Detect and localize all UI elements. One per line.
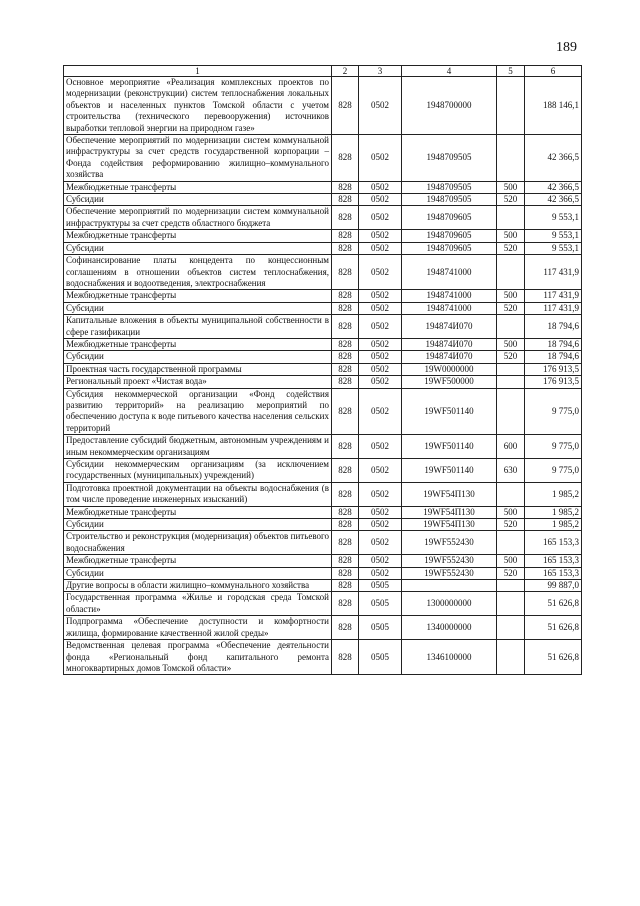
row-ved-cell: 828 <box>332 230 359 242</box>
row-section-cell: 0502 <box>359 290 402 302</box>
row-section-cell: 0502 <box>359 482 402 506</box>
row-expense-type-cell <box>497 616 525 640</box>
row-ved-cell: 828 <box>332 206 359 230</box>
row-ved-cell: 828 <box>332 376 359 388</box>
row-name-cell: Обеспечение мероприятий по модернизации систем коммунальной инфраструктуры за счет средств государственной корпорации – Фонда содействия реформированию жилищно–коммунального хозяйства <box>64 135 332 182</box>
row-expense-type-cell: 520 <box>497 519 525 531</box>
row-target-article-cell: 1948741000 <box>402 255 497 290</box>
table-row <box>64 351 582 363</box>
row-name-cell: Другие вопросы в области жилищно–коммунального хозяйства <box>64 580 332 592</box>
row-name-cell: Межбюджетные трансферты <box>64 230 332 242</box>
row-section-cell: 0502 <box>359 194 402 206</box>
row-target-article-cell: 19WF54П130 <box>402 519 497 531</box>
row-name-cell: Субсидии <box>64 519 332 531</box>
table-row <box>64 592 582 616</box>
row-amount-cell: 42 366,5 <box>525 181 582 193</box>
row-name-cell: Строительство и реконструкция (модернизация) объектов питьевого водоснабжения <box>64 531 332 555</box>
row-target-article-cell: 19WF501140 <box>402 435 497 459</box>
row-expense-type-cell <box>497 206 525 230</box>
table-row <box>64 388 582 435</box>
table-row <box>64 242 582 254</box>
row-section-cell: 0502 <box>359 459 402 483</box>
row-amount-cell: 18 794,6 <box>525 315 582 339</box>
row-section-cell: 0502 <box>359 230 402 242</box>
header-col-3: 3 <box>359 66 402 77</box>
row-amount-cell: 51 626,8 <box>525 616 582 640</box>
table-body <box>64 77 582 675</box>
table-row <box>64 363 582 375</box>
row-name-cell: Межбюджетные трансферты <box>64 290 332 302</box>
row-name-cell: Субсидия некоммерческой организации «Фонд содействия развитию территорий» на реализацию мероприятий по обеспечению доступа к воде питьевого качества населения сельских территорий <box>64 388 332 435</box>
row-target-article-cell: 19WF54П130 <box>402 482 497 506</box>
row-target-article-cell: 1948741000 <box>402 290 497 302</box>
header-col-6: 6 <box>525 66 582 77</box>
row-name-cell: Субсидии <box>64 567 332 579</box>
row-amount-cell: 176 913,5 <box>525 376 582 388</box>
row-expense-type-cell: 500 <box>497 555 525 567</box>
row-name-cell: Государственная программа «Жилье и городская среда Томской области» <box>64 592 332 616</box>
row-target-article-cell: 1346100000 <box>402 640 497 675</box>
row-name-cell: Межбюджетные трансферты <box>64 506 332 518</box>
row-section-cell: 0502 <box>359 338 402 350</box>
row-amount-cell: 42 366,5 <box>525 194 582 206</box>
page-number: 189 <box>556 40 577 55</box>
row-ved-cell: 828 <box>332 194 359 206</box>
row-target-article-cell: 1948709605 <box>402 242 497 254</box>
row-section-cell: 0502 <box>359 242 402 254</box>
row-section-cell: 0502 <box>359 388 402 435</box>
row-amount-cell: 18 794,6 <box>525 338 582 350</box>
row-expense-type-cell <box>497 315 525 339</box>
row-section-cell: 0502 <box>359 435 402 459</box>
row-target-article-cell: 194874И070 <box>402 351 497 363</box>
row-name-cell: Региональный проект «Чистая вода» <box>64 376 332 388</box>
row-expense-type-cell <box>497 255 525 290</box>
row-name-cell: Капитальные вложения в объекты муниципальной собственности в сфере газификации <box>64 315 332 339</box>
row-target-article-cell: 19WF54П130 <box>402 506 497 518</box>
row-section-cell: 0502 <box>359 531 402 555</box>
row-amount-cell: 188 146,1 <box>525 77 582 135</box>
table-row <box>64 230 582 242</box>
row-section-cell: 0502 <box>359 567 402 579</box>
row-expense-type-cell: 500 <box>497 506 525 518</box>
row-ved-cell: 828 <box>332 351 359 363</box>
row-amount-cell: 9 553,1 <box>525 242 582 254</box>
row-amount-cell: 9 553,1 <box>525 230 582 242</box>
row-target-article-cell: 19WF501140 <box>402 459 497 483</box>
row-section-cell: 0502 <box>359 135 402 182</box>
row-target-article-cell: 1300000000 <box>402 592 497 616</box>
row-section-cell: 0505 <box>359 580 402 592</box>
row-amount-cell: 42 366,5 <box>525 135 582 182</box>
row-target-article-cell: 19WF500000 <box>402 376 497 388</box>
row-amount-cell: 1 985,2 <box>525 482 582 506</box>
row-expense-type-cell: 500 <box>497 181 525 193</box>
row-ved-cell: 828 <box>332 302 359 314</box>
row-expense-type-cell <box>497 363 525 375</box>
row-amount-cell: 117 431,9 <box>525 290 582 302</box>
row-ved-cell: 828 <box>332 555 359 567</box>
table-row <box>64 519 582 531</box>
row-ved-cell: 828 <box>332 255 359 290</box>
row-section-cell: 0502 <box>359 376 402 388</box>
row-expense-type-cell <box>497 482 525 506</box>
row-expense-type-cell <box>497 376 525 388</box>
row-ved-cell: 828 <box>332 616 359 640</box>
row-expense-type-cell <box>497 135 525 182</box>
row-ved-cell: 828 <box>332 388 359 435</box>
row-amount-cell: 117 431,9 <box>525 255 582 290</box>
table-row <box>64 580 582 592</box>
row-section-cell: 0505 <box>359 640 402 675</box>
row-amount-cell: 176 913,5 <box>525 363 582 375</box>
row-target-article-cell: 194874И070 <box>402 315 497 339</box>
row-section-cell: 0505 <box>359 616 402 640</box>
row-target-article-cell: 1948700000 <box>402 77 497 135</box>
row-name-cell: Субсидии <box>64 194 332 206</box>
row-ved-cell: 828 <box>332 290 359 302</box>
row-amount-cell: 165 153,3 <box>525 555 582 567</box>
row-expense-type-cell <box>497 640 525 675</box>
row-amount-cell: 9 775,0 <box>525 435 582 459</box>
row-amount-cell: 165 153,3 <box>525 531 582 555</box>
row-target-article-cell: 194874И070 <box>402 338 497 350</box>
row-expense-type-cell: 600 <box>497 435 525 459</box>
row-expense-type-cell: 520 <box>497 302 525 314</box>
table-row <box>64 302 582 314</box>
row-expense-type-cell: 500 <box>497 290 525 302</box>
row-name-cell: Субсидии <box>64 242 332 254</box>
row-expense-type-cell <box>497 531 525 555</box>
row-amount-cell: 18 794,6 <box>525 351 582 363</box>
row-ved-cell: 828 <box>332 242 359 254</box>
row-name-cell: Ведомственная целевая программа «Обеспечение деятельности фонда «Региональный фонд капитального ремонта многоквартирных домов Томской области» <box>64 640 332 675</box>
table-row <box>64 77 582 135</box>
row-ved-cell: 828 <box>332 506 359 518</box>
row-section-cell: 0505 <box>359 592 402 616</box>
row-section-cell: 0502 <box>359 519 402 531</box>
row-name-cell: Межбюджетные трансферты <box>64 555 332 567</box>
table-row <box>64 640 582 675</box>
row-section-cell: 0502 <box>359 351 402 363</box>
row-expense-type-cell <box>497 592 525 616</box>
table-row <box>64 181 582 193</box>
table-row <box>64 555 582 567</box>
row-amount-cell: 9 775,0 <box>525 388 582 435</box>
row-name-cell: Межбюджетные трансферты <box>64 338 332 350</box>
row-section-cell: 0502 <box>359 181 402 193</box>
row-ved-cell: 828 <box>332 592 359 616</box>
row-expense-type-cell: 520 <box>497 194 525 206</box>
row-target-article-cell: 1948709505 <box>402 135 497 182</box>
row-name-cell: Субсидии <box>64 302 332 314</box>
row-name-cell: Субсидии некоммерческим организациям (за исключением государственных (муниципальных) учреждений) <box>64 459 332 483</box>
row-expense-type-cell <box>497 580 525 592</box>
table-row <box>64 531 582 555</box>
row-name-cell: Предоставление субсидий бюджетным, автономным учреждениям и иным некоммерческим организациям <box>64 435 332 459</box>
row-target-article-cell: 19W0000000 <box>402 363 497 375</box>
row-ved-cell: 828 <box>332 135 359 182</box>
row-expense-type-cell: 500 <box>497 338 525 350</box>
row-name-cell: Субсидии <box>64 351 332 363</box>
row-section-cell: 0502 <box>359 555 402 567</box>
row-expense-type-cell: 520 <box>497 351 525 363</box>
row-name-cell: Основное мероприятие «Реализация комплексных проектов по модернизации (реконструкции) систем теплоснабжения локальных объектов и населенных пунктов Томской области с учетом строительства (технического перевооружения) источников выработки тепловой энергии на природном газе» <box>64 77 332 135</box>
row-ved-cell: 828 <box>332 567 359 579</box>
row-amount-cell: 9 775,0 <box>525 459 582 483</box>
row-ved-cell: 828 <box>332 580 359 592</box>
row-section-cell: 0502 <box>359 77 402 135</box>
row-name-cell: Обеспечение мероприятий по модернизации систем коммунальной инфраструктуры за счет средств областного бюджета <box>64 206 332 230</box>
row-section-cell: 0502 <box>359 206 402 230</box>
table-header-row <box>64 66 582 77</box>
row-target-article-cell: 19WF501140 <box>402 388 497 435</box>
row-amount-cell: 117 431,9 <box>525 302 582 314</box>
row-expense-type-cell <box>497 388 525 435</box>
row-section-cell: 0502 <box>359 506 402 518</box>
row-expense-type-cell: 630 <box>497 459 525 483</box>
row-section-cell: 0502 <box>359 363 402 375</box>
header-col-2: 2 <box>332 66 359 77</box>
row-section-cell: 0502 <box>359 315 402 339</box>
row-expense-type-cell: 520 <box>497 567 525 579</box>
row-amount-cell: 51 626,8 <box>525 640 582 675</box>
table-row <box>64 616 582 640</box>
header-col-5: 5 <box>497 66 525 77</box>
row-ved-cell: 828 <box>332 640 359 675</box>
table-row <box>64 482 582 506</box>
row-target-article-cell: 19WF552430 <box>402 567 497 579</box>
table-row <box>64 135 582 182</box>
row-expense-type-cell: 520 <box>497 242 525 254</box>
table-row <box>64 290 582 302</box>
row-name-cell: Подпрограмма «Обеспечение доступности и комфортности жилища, формирование качественной жилой среды» <box>64 616 332 640</box>
row-ved-cell: 828 <box>332 181 359 193</box>
table-row <box>64 435 582 459</box>
table-row <box>64 206 582 230</box>
row-amount-cell: 165 153,3 <box>525 567 582 579</box>
header-col-4: 4 <box>402 66 497 77</box>
row-ved-cell: 828 <box>332 459 359 483</box>
row-expense-type-cell: 500 <box>497 230 525 242</box>
row-expense-type-cell <box>497 77 525 135</box>
row-amount-cell: 1 985,2 <box>525 519 582 531</box>
row-target-article-cell <box>402 580 497 592</box>
row-ved-cell: 828 <box>332 315 359 339</box>
row-target-article-cell: 1948709605 <box>402 230 497 242</box>
table-row <box>64 255 582 290</box>
row-ved-cell: 828 <box>332 531 359 555</box>
row-ved-cell: 828 <box>332 435 359 459</box>
row-target-article-cell: 1948741000 <box>402 302 497 314</box>
row-section-cell: 0502 <box>359 255 402 290</box>
row-name-cell: Межбюджетные трансферты <box>64 181 332 193</box>
row-target-article-cell: 19WF552430 <box>402 531 497 555</box>
table-row <box>64 338 582 350</box>
row-name-cell: Софинансирование платы концедента по концессионным соглашениям в отношении объектов систем теплоснабжения, водоснабжения и водоотведения, электроснабжения <box>64 255 332 290</box>
row-amount-cell: 1 985,2 <box>525 506 582 518</box>
row-target-article-cell: 1948709605 <box>402 206 497 230</box>
table-row <box>64 567 582 579</box>
row-ved-cell: 828 <box>332 363 359 375</box>
row-name-cell: Проектная часть государственной программы <box>64 363 332 375</box>
row-ved-cell: 828 <box>332 338 359 350</box>
row-amount-cell: 99 887,0 <box>525 580 582 592</box>
table-row <box>64 459 582 483</box>
table-row <box>64 315 582 339</box>
row-target-article-cell: 1948709505 <box>402 194 497 206</box>
row-section-cell: 0502 <box>359 302 402 314</box>
row-amount-cell: 9 553,1 <box>525 206 582 230</box>
row-target-article-cell: 19WF552430 <box>402 555 497 567</box>
row-ved-cell: 828 <box>332 519 359 531</box>
table-row <box>64 194 582 206</box>
row-target-article-cell: 1340000000 <box>402 616 497 640</box>
row-ved-cell: 828 <box>332 482 359 506</box>
table-row <box>64 506 582 518</box>
row-target-article-cell: 1948709505 <box>402 181 497 193</box>
table-row <box>64 376 582 388</box>
row-name-cell: Подготовка проектной документации на объекты водоснабжения (в том числе проведение инженерных изысканий) <box>64 482 332 506</box>
budget-table <box>63 65 582 675</box>
header-col-1: 1 <box>64 66 332 77</box>
row-ved-cell: 828 <box>332 77 359 135</box>
row-amount-cell: 51 626,8 <box>525 592 582 616</box>
